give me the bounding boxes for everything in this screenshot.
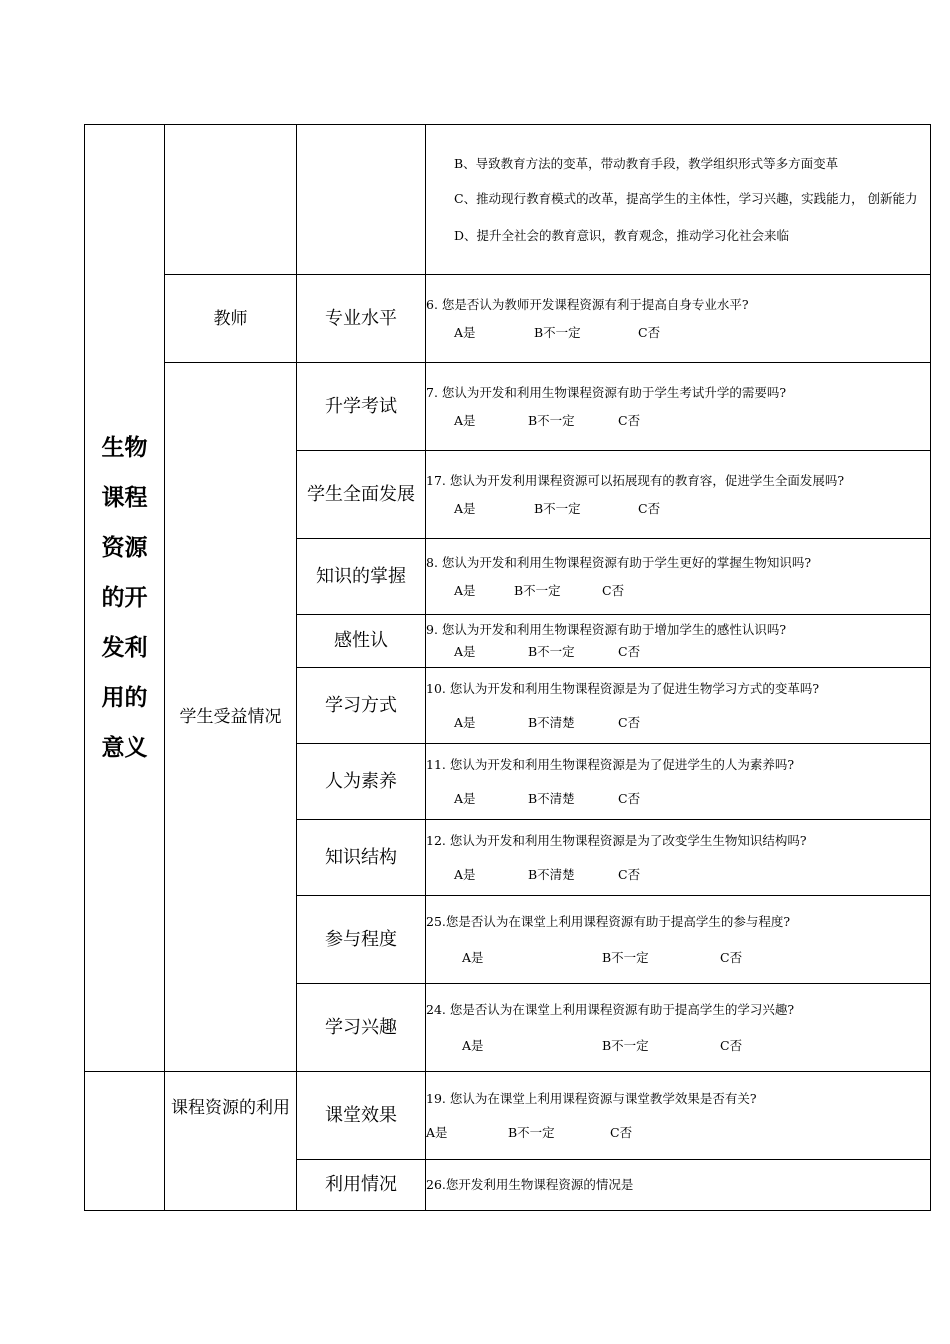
question-text: 11. 您认为开发和利用生物课程资源是为了促进学生的人为素养吗? — [426, 756, 795, 772]
option-a: A是 — [454, 866, 476, 882]
option-d-text: D、提升全社会的教育意识，教育观念，推动学习化社会来临 — [454, 228, 790, 243]
item-label: 知识结构 — [297, 820, 426, 896]
option-c: C否 — [602, 582, 625, 598]
answer-options — [426, 1123, 930, 1143]
item-label: 课堂效果 — [297, 1072, 426, 1160]
answer-options — [426, 323, 930, 343]
option-a: A是 — [462, 949, 484, 965]
option-c: C否 — [618, 790, 641, 806]
question-cell — [426, 1160, 931, 1211]
question-text: 6. 您是否认为教师开发课程资源有利于提高自身专业水平? — [426, 296, 749, 312]
option-b: B不一定 — [602, 949, 649, 965]
option-a: A是 — [454, 582, 476, 598]
item-label: 知识的掌握 — [297, 539, 426, 615]
question-text: 12. 您认为开发和利用生物课程资源是为了改变学生生物知识结构吗? — [426, 832, 807, 848]
option-a: A是 — [462, 1037, 484, 1053]
option-b: B不清楚 — [528, 790, 575, 806]
table-row — [85, 275, 931, 363]
answer-options — [426, 948, 930, 968]
question-cell — [426, 668, 931, 744]
question-cell — [426, 363, 931, 451]
option-b: B不清楚 — [528, 714, 575, 730]
item-label: 学习方式 — [297, 668, 426, 744]
question-text: 26.您开发利用生物课程资源的情况是 — [426, 1177, 634, 1192]
option-a: A是 — [454, 412, 476, 428]
answer-options — [426, 1036, 930, 1056]
option-c: C否 — [618, 412, 641, 428]
option-a: A是 — [426, 1124, 448, 1140]
option-b: B不一定 — [514, 582, 561, 598]
option-c: C否 — [638, 324, 661, 340]
answer-options — [426, 581, 930, 601]
question-text: 7. 您认为开发和利用生物课程资源有助于学生考试升学的需要吗? — [426, 384, 787, 400]
option-c: C否 — [720, 949, 743, 965]
option-b: B不一定 — [534, 500, 581, 516]
question-text: 9. 您认为开发和利用生物课程资源有助于增加学生的感性认识吗? — [426, 622, 787, 637]
answer-options — [426, 642, 930, 662]
question-text: 10. 您认为开发和利用生物课程资源是为了促进生物学习方式的变革吗? — [426, 680, 820, 696]
option-c-text: C、推动现行教育模式的改革，提高学生的主体性，学习兴趣，实践能力， 创新能力 — [454, 191, 918, 206]
subcategory-resource-use: 课程资源的利用 — [165, 1072, 297, 1211]
question-cell — [426, 896, 931, 984]
item-label: 利用情况 — [297, 1160, 426, 1211]
survey-table — [84, 124, 931, 1211]
empty-cell — [165, 125, 297, 275]
option-c: C否 — [618, 866, 641, 882]
option-b: B不一定 — [602, 1037, 649, 1053]
question-cell — [426, 1072, 931, 1160]
question-text: 8. 您认为开发和利用生物课程资源有助于学生更好的掌握生物知识吗? — [426, 554, 812, 570]
question-text: 19. 您认为在课堂上利用课程资源与课堂教学效果是否有关? — [426, 1090, 757, 1106]
table-row — [85, 1072, 931, 1160]
item-label: 感性认 — [297, 615, 426, 668]
answer-options — [426, 499, 930, 519]
option-c: C否 — [720, 1037, 743, 1053]
item-label: 专业水平 — [297, 275, 426, 363]
category-title: 生物课程资源的开发利用的意义 — [101, 435, 148, 761]
option-c: C否 — [618, 644, 641, 659]
option-a: A是 — [454, 324, 476, 340]
subcategory-teacher: 教师 — [165, 275, 297, 363]
question-text: 25.您是否认为在课堂上利用课程资源有助于提高学生的参与程度? — [426, 913, 791, 929]
option-a: A是 — [454, 790, 476, 806]
answer-options — [426, 865, 930, 885]
option-a: A是 — [454, 500, 476, 516]
answer-options — [426, 411, 930, 431]
category-cell — [85, 125, 165, 1072]
question-cell — [426, 820, 931, 896]
answer-options-cell — [426, 125, 931, 275]
table-row — [85, 363, 931, 451]
question-cell — [426, 275, 931, 363]
item-label: 升学考试 — [297, 363, 426, 451]
option-a: A是 — [454, 714, 476, 730]
item-label: 学生全面发展 — [297, 451, 426, 539]
item-label: 人为素养 — [297, 744, 426, 820]
question-text: 24. 您是否认为在课堂上利用课程资源有助于提高学生的学习兴趣? — [426, 1001, 795, 1017]
item-label: 学习兴趣 — [297, 984, 426, 1072]
question-text: 17. 您认为开发利用课程资源可以拓展现有的教育容，促进学生全面发展吗? — [426, 472, 845, 488]
option-b-text: B、导致教育方法的变革，带动教育手段，教学组织形式等多方面变革 — [454, 156, 839, 171]
option-c: C否 — [618, 714, 641, 730]
answer-options — [426, 789, 930, 809]
empty-cell — [297, 125, 426, 275]
option-a: A是 — [454, 644, 476, 659]
question-cell — [426, 451, 931, 539]
option-b: B不一定 — [528, 412, 575, 428]
option-b: B不一定 — [534, 324, 581, 340]
answer-options — [426, 713, 930, 733]
empty-category-cell — [85, 1072, 165, 1211]
question-cell — [426, 615, 931, 668]
subcategory-student-benefit: 学生受益情况 — [165, 363, 297, 1072]
table-row — [85, 125, 931, 275]
option-c: C否 — [638, 500, 661, 516]
option-b: B不一定 — [508, 1124, 555, 1140]
question-cell — [426, 984, 931, 1072]
option-b: B不一定 — [528, 644, 575, 659]
option-b: B不清楚 — [528, 866, 575, 882]
question-cell — [426, 744, 931, 820]
question-cell — [426, 539, 931, 615]
item-label: 参与程度 — [297, 896, 426, 984]
option-c: C否 — [610, 1124, 633, 1140]
